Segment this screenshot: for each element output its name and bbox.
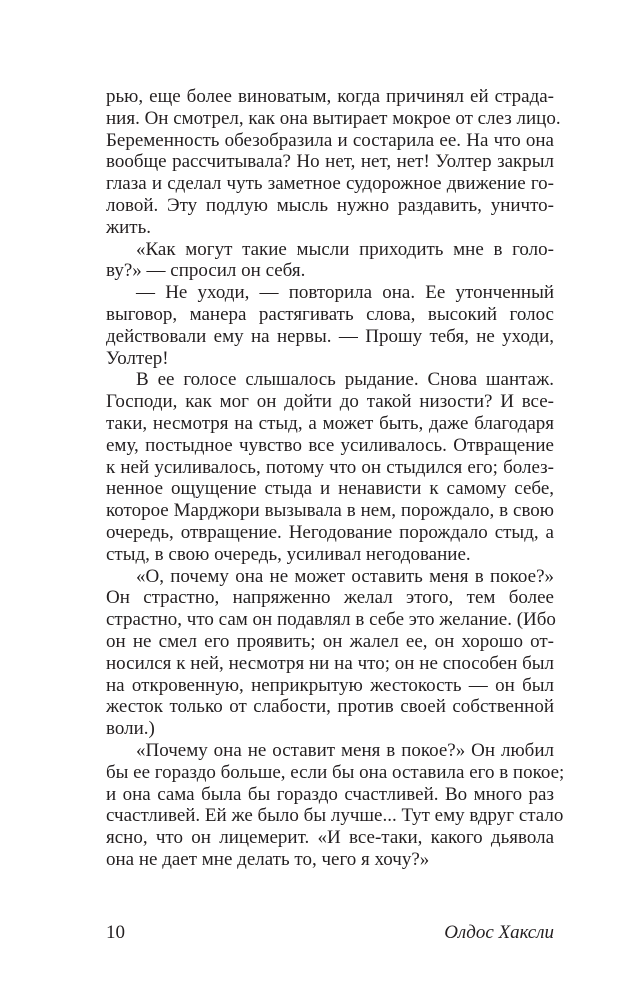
text-line: Господи, как мог он дойти до такой низости? И все- [106, 391, 554, 413]
text-line: Уолтер! [106, 347, 169, 369]
text-line: очередь, отвращение. Негодование порождало стыд, а [106, 521, 554, 543]
text-line: ненное ощущение стыда и ненависти к самому себе, [106, 478, 554, 500]
text-line: которое Марджори вызывала в нем, порождало, в свою [106, 500, 554, 522]
text-line: глаза и сделал чуть заметное судорожное движение го- [106, 173, 554, 195]
text-line: носился к ней, несмотря ни на что; он не способен был [106, 652, 554, 674]
text-line: к ней усиливалось, потому что он стыдился его; болез- [106, 456, 554, 478]
text-line: Он страстно, напряженно желал этого, тем более [106, 587, 554, 609]
text-line: — Не уходи, — повторила она. Ее утонченный [136, 282, 554, 304]
text-line: действовали ему на нервы. — Прошу тебя, не уходи, [106, 325, 554, 347]
text-line: жесток только от слабости, против своей собственной [106, 696, 554, 718]
running-author: Олдос Хаксли [444, 922, 554, 943]
text-line: «Почему она не оставит меня в покое?» Он любил [136, 739, 554, 761]
text-line: воли.) [106, 718, 155, 740]
text-line: стыд, в свою очередь, усиливал негодование. [106, 543, 471, 565]
text-line: ву?» — спросил он себя. [106, 260, 306, 282]
text-line: рью, еще более виноватым, когда причинял ей страда- [106, 86, 554, 107]
page-number: 10 [106, 922, 125, 943]
text-line: выговор, манера растягивать слова, высокий голос [106, 303, 554, 325]
text-line: Беременность обезобразила и состарила ее. На что она [106, 129, 554, 151]
text-line: он не смел его проявить; он жалел ее, он хорошо от- [106, 630, 554, 652]
text-line: таки, несмотря на стыд, а может быть, даже благодаря [106, 412, 554, 434]
page-footer [106, 922, 554, 944]
text-line: бы ее гораздо больше, если бы она оставила его в покое; [106, 761, 565, 783]
text-line: счастливей. Ей же было бы лучше... Тут ему вдруг стало [106, 805, 564, 827]
text-line: ловой. Эту подлую мысль нужно раздавить, уничто- [106, 194, 554, 216]
text-line: «Как могут такие мысли приходить мне в голо- [136, 238, 554, 260]
text-line: ясно, что он лицемерит. «И все-таки, какого дьявола [106, 827, 554, 849]
text-line: жить. [106, 216, 152, 238]
text-line: на откровенную, неприкрытую жестокость — он был [106, 674, 554, 696]
text-line: ему, постыдное чувство все усиливалось. Отвращение [106, 434, 554, 456]
text-line: «О, почему она не может оставить меня в покое?» [136, 565, 554, 587]
body-text [106, 86, 565, 871]
text-line: ния. Он смотрел, как она вытирает мокрое от слез лицо. [106, 107, 561, 129]
text-line: и она сама была бы гораздо счастливей. Во много раз [106, 783, 554, 805]
text-line: она не дает мне делать то, чего я хочу?» [106, 848, 430, 870]
text-line: страстно, что сам он подавлял в себе это желание. (Ибо [106, 609, 556, 631]
text-line: вообще рассчитывала? Но нет, нет, нет! Уолтер закрыл [106, 151, 554, 173]
text-line: В ее голосе слышалось рыдание. Снова шантаж. [136, 369, 554, 391]
